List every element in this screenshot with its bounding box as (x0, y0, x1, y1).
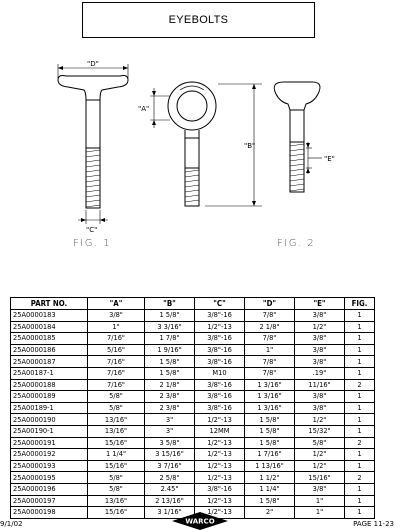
table-cell: 1 13/16" (245, 460, 295, 472)
dim-label-d: "D" (87, 60, 99, 68)
table-cell: 1" (295, 507, 345, 519)
table-cell: 1 5/8" (245, 414, 295, 426)
table-cell: 1 1/2" (245, 472, 295, 484)
table-cell: 3/8"-16 (195, 379, 245, 391)
table-cell: 12MM (195, 425, 245, 437)
table-cell: 25A00187-1 (11, 367, 88, 379)
table-cell: 1 (345, 425, 375, 437)
table-cell: 2 (345, 437, 375, 449)
table-cell: 1 5/8" (245, 437, 295, 449)
table-cell: 1" (245, 344, 295, 356)
table-cell: 3 7/16" (145, 460, 195, 472)
table-cell: 25A0000184 (11, 321, 88, 333)
table-row (11, 344, 375, 356)
column-header: FIG. (345, 298, 375, 310)
dim-label-a: "A" (138, 105, 150, 113)
table-cell: 1/2"-13 (195, 437, 245, 449)
table-cell: 1 (345, 356, 375, 368)
table-cell: 3/8"-16 (195, 344, 245, 356)
table-cell: 1 (345, 483, 375, 495)
table-cell: 3/8" (88, 310, 145, 322)
logo-text: WARCO (185, 517, 215, 526)
table-cell: 1 5/8" (145, 367, 195, 379)
table-cell: 3/8" (295, 391, 345, 403)
table-cell: 1" (295, 495, 345, 507)
table-row (11, 321, 375, 333)
table-cell: 1" (88, 321, 145, 333)
table-cell: 7/8" (245, 356, 295, 368)
table-cell: 7/8" (245, 367, 295, 379)
table-cell: 1/2" (295, 449, 345, 461)
page-title-text: EYEBOLTS (168, 14, 229, 26)
table-cell: 1/2"-13 (195, 449, 245, 461)
table-cell: 1 5/8" (245, 425, 295, 437)
table-cell: 1 (345, 449, 375, 461)
table-cell: 25A0000190 (11, 414, 88, 426)
table-cell: 2 1/8" (245, 321, 295, 333)
table-cell: 1/2"-13 (195, 321, 245, 333)
column-header: "B" (145, 298, 195, 310)
table-cell: 5/8" (88, 391, 145, 403)
table-cell: 3 3/16" (145, 321, 195, 333)
table-row (11, 483, 375, 495)
table-cell: 5/8" (295, 437, 345, 449)
table-cell: 3/8"-16 (195, 391, 245, 403)
table-cell: 25A0000193 (11, 460, 88, 472)
table-cell: M10 (195, 367, 245, 379)
table-cell: 7/16" (88, 333, 145, 345)
dim-label-e: "E" (324, 155, 335, 163)
table-cell: 13/16" (88, 425, 145, 437)
table-cell: 7/16" (88, 367, 145, 379)
column-header: "C" (195, 298, 245, 310)
table-cell: 13/16" (88, 414, 145, 426)
table-cell: 1 (345, 310, 375, 322)
table-cell: 3/8" (295, 356, 345, 368)
table-cell: 15/16" (88, 437, 145, 449)
table-row (11, 391, 375, 403)
table-cell: 1 3/16" (245, 391, 295, 403)
table-cell: 3/8"-16 (195, 310, 245, 322)
table-cell: 1 9/16" (145, 344, 195, 356)
table-cell: 1/2"-13 (195, 460, 245, 472)
table-cell: 1 (345, 414, 375, 426)
table-cell: 1 3/16" (245, 379, 295, 391)
table-row (11, 310, 375, 322)
table-cell: 1 7/16" (245, 449, 295, 461)
table-cell: 1 5/8" (245, 495, 295, 507)
table-cell: 1 3/16" (245, 402, 295, 414)
table-row (11, 402, 375, 414)
table-cell: 1 1/4" (88, 449, 145, 461)
table-row (11, 379, 375, 391)
table-row (11, 460, 375, 472)
table-cell: 25A00189-1 (11, 402, 88, 414)
fig2-side-drawing (274, 82, 322, 192)
table-cell: 2" (245, 507, 295, 519)
table-cell: 1/2"-13 (195, 414, 245, 426)
table-cell: 5/8" (88, 472, 145, 484)
table-row (11, 333, 375, 345)
table-cell: 15/16" (295, 472, 345, 484)
table-cell: 1 (345, 402, 375, 414)
table-cell: 1/2"-13 (195, 507, 245, 519)
table-cell: 1 5/8" (145, 310, 195, 322)
table-cell: 3/8"-16 (195, 333, 245, 345)
table-cell: 1 (345, 391, 375, 403)
table-cell: 5/16" (88, 344, 145, 356)
dim-label-b: "B" (244, 142, 256, 150)
table-cell: 1/2"-13 (195, 495, 245, 507)
table-cell: 3 5/8" (145, 437, 195, 449)
table-cell: 3" (145, 425, 195, 437)
table-cell: 5/8" (88, 483, 145, 495)
table-row (11, 425, 375, 437)
table-cell: 25A0000198 (11, 507, 88, 519)
table-cell: 3/8"-16 (195, 483, 245, 495)
footer-page-number: PAGE 11-23 (353, 520, 394, 528)
table-cell: 25A0000192 (11, 449, 88, 461)
table-cell: 1 7/8" (145, 333, 195, 345)
table-row (11, 437, 375, 449)
table-cell: 15/16" (88, 460, 145, 472)
table-cell: 3/8"-16 (195, 356, 245, 368)
table-cell: 1 (345, 507, 375, 519)
eyebolt-technical-drawing (0, 44, 400, 254)
table-cell: 1 (345, 333, 375, 345)
table-cell: 25A0000189 (11, 391, 88, 403)
table-cell: 7/16" (88, 356, 145, 368)
table-cell: 2 1/8" (145, 379, 195, 391)
table-row (11, 472, 375, 484)
table-cell: 1 1/4" (245, 483, 295, 495)
footer-date: 9/1/02 (0, 520, 23, 528)
parts-table (10, 297, 375, 519)
table-cell: 15/16" (88, 507, 145, 519)
table-cell: 3/8" (295, 344, 345, 356)
table-cell: 2.45" (145, 483, 195, 495)
fig1-label: FIG. 1 (73, 238, 112, 249)
table-cell: 25A0000191 (11, 437, 88, 449)
table-cell: 2 13/16" (145, 495, 195, 507)
table-cell: .19" (295, 367, 345, 379)
column-header: PART NO. (11, 298, 88, 310)
table-cell: 1 (345, 495, 375, 507)
table-cell: 25A0000186 (11, 344, 88, 356)
table-cell: 5/8" (88, 402, 145, 414)
table-cell: 3/8" (295, 483, 345, 495)
table-cell: 3/8" (295, 333, 345, 345)
table-cell: 2 3/8" (145, 402, 195, 414)
table-cell: 7/16" (88, 379, 145, 391)
fig2-label: FIG. 2 (277, 238, 316, 249)
table-cell: 7/8" (245, 310, 295, 322)
table-cell: 15/32" (295, 425, 345, 437)
column-header: "E" (295, 298, 345, 310)
table-cell: 1 (345, 460, 375, 472)
table-cell: 2 (345, 472, 375, 484)
table-cell: 25A0000183 (11, 310, 88, 322)
page-title (82, 2, 315, 38)
table-cell: 25A0000185 (11, 333, 88, 345)
table-row (11, 356, 375, 368)
table-cell: 3 15/16" (145, 449, 195, 461)
table-cell: 3" (145, 414, 195, 426)
table-row (11, 367, 375, 379)
warco-logo (172, 511, 228, 531)
table-cell: 3/8"-16 (195, 402, 245, 414)
dim-label-c: "C" (86, 226, 98, 234)
table-body (11, 310, 375, 519)
table-cell: 25A0000195 (11, 472, 88, 484)
table-cell: 2 5/8" (145, 472, 195, 484)
table-cell: 3/8" (295, 402, 345, 414)
table-cell: 1 (345, 367, 375, 379)
table-cell: 3 1/16" (145, 507, 195, 519)
table-cell: 2 (345, 379, 375, 391)
table-cell: 1 (345, 344, 375, 356)
table-cell: 1 5/8" (145, 356, 195, 368)
column-header: "D" (245, 298, 295, 310)
table-cell: 11/16" (295, 379, 345, 391)
table-cell: 13/16" (88, 495, 145, 507)
table-header-row (11, 298, 375, 310)
table-cell: 25A00190-1 (11, 425, 88, 437)
table-row (11, 495, 375, 507)
table-row (11, 449, 375, 461)
table-cell: 7/8" (245, 333, 295, 345)
table-cell: 3/8" (295, 310, 345, 322)
table-cell: 25A0000188 (11, 379, 88, 391)
table-cell: 1 (345, 321, 375, 333)
table-cell: 1/2"-13 (195, 472, 245, 484)
table-cell: 25A0000196 (11, 483, 88, 495)
table-cell: 2 3/8" (145, 391, 195, 403)
table-cell: 1/2" (295, 414, 345, 426)
table-cell: 1/2" (295, 460, 345, 472)
fig1-drawing (58, 64, 128, 224)
table-row (11, 414, 375, 426)
table-cell: 25A0000187 (11, 356, 88, 368)
column-header: "A" (88, 298, 145, 310)
table-cell: 1/2" (295, 321, 345, 333)
table-cell: 25A0000197 (11, 495, 88, 507)
